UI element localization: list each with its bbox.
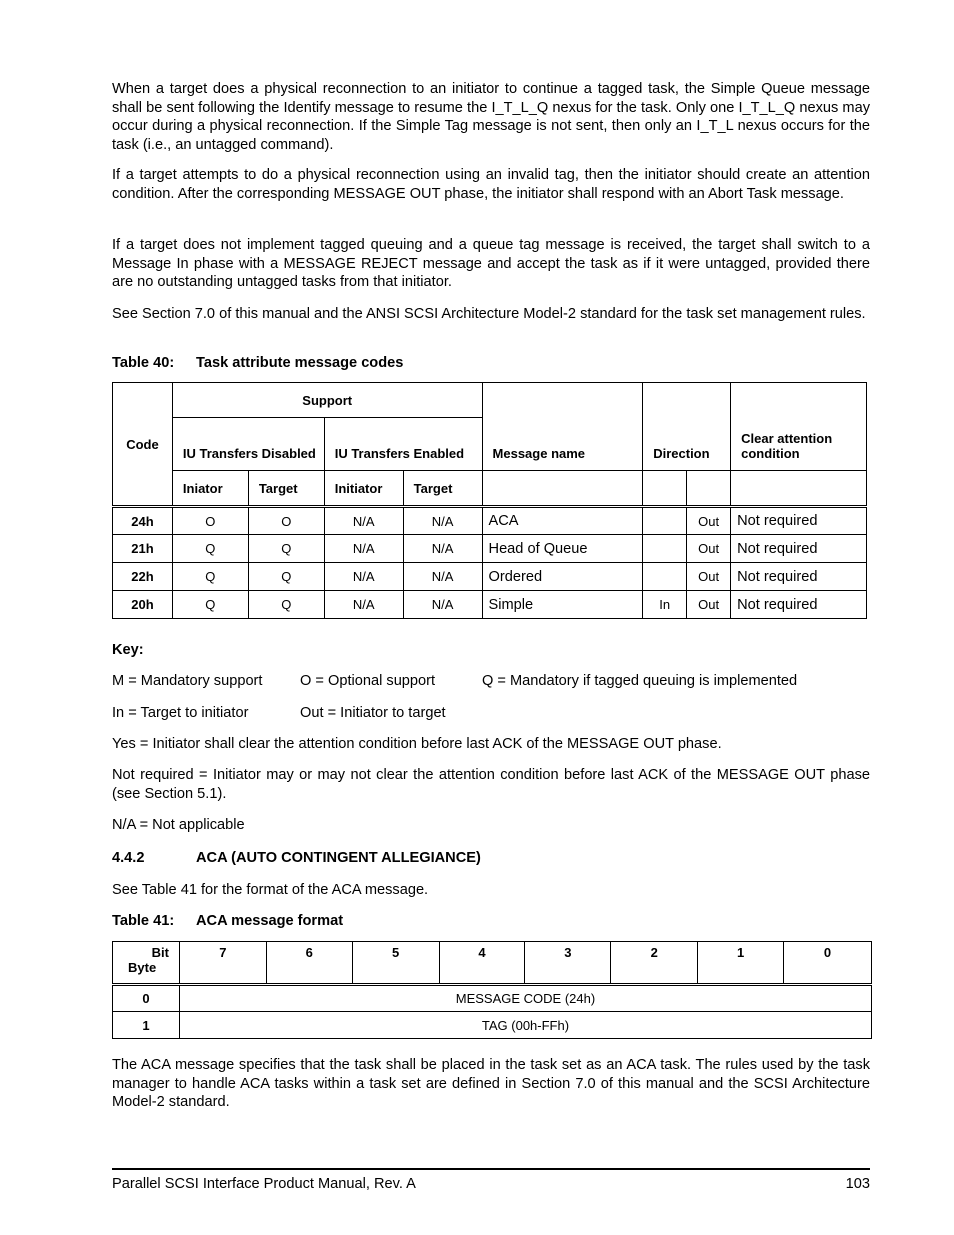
- cell-message-name: Head of Queue: [482, 535, 643, 563]
- cell-enabled-target: N/A: [403, 507, 482, 535]
- bit-2-header: 2: [611, 942, 698, 985]
- cell-code: 20h: [113, 591, 173, 619]
- bit-6-header: 6: [266, 942, 352, 985]
- bit-7-header: 7: [179, 942, 266, 985]
- cell-clear-attention: Not required: [731, 507, 867, 535]
- cell-direction-in: [643, 507, 687, 535]
- table-row: [113, 1012, 872, 1039]
- cell-direction-in: [643, 535, 687, 563]
- header-initiator-disabled: Iniator: [172, 471, 248, 507]
- table41-caption-title: ACA message format: [196, 913, 344, 929]
- table-row: [113, 985, 872, 1012]
- cell-enabled-target: N/A: [403, 563, 482, 591]
- cell-code: 22h: [113, 563, 173, 591]
- header-spacer: [731, 471, 867, 507]
- cell-enabled-initiator: N/A: [324, 563, 403, 591]
- cell-direction-out: Out: [687, 591, 731, 619]
- paragraph-simple-queue: When a target does a physical reconnection to an initiator to continue a tagged task, the Simple Queue message shall be sent following the Identify message to resume the I_T_L_Q nexus for the task. Only one I_T_L_Q nexus may occur during a physical reconnection. If the Simple Tag message is not sent, then only an I_T_L nexus occurs for the task (i.e., an untagged command).: [112, 81, 870, 153]
- header-clear-attention: Clear attention condition: [731, 383, 867, 471]
- cell-message-name: Ordered: [482, 563, 643, 591]
- key-in: In = Target to initiator: [112, 705, 249, 721]
- cell-code: 24h: [113, 507, 173, 535]
- page-number: 103: [845, 1176, 870, 1192]
- section-number: 4.4.2: [112, 850, 145, 866]
- bit-byte-header: [113, 942, 180, 985]
- bit-4-header: 4: [439, 942, 525, 985]
- paragraph-aca-description: The ACA message specifies that the task shall be placed in the task set as an ACA task. The rules used by the task manager to handle ACA tasks within a task set are defined in Section 7.0 of this manual and the SCSI Architecture Model-2 standard.: [112, 1057, 870, 1111]
- header-code: Code: [113, 383, 173, 507]
- cell-direction-in: In: [643, 591, 687, 619]
- key-q: Q = Mandatory if tagged queuing is implemented: [482, 673, 798, 689]
- header-spacer: [643, 471, 687, 507]
- key-title: Key:: [112, 642, 144, 658]
- section-intro: See Table 41 for the format of the ACA message.: [112, 882, 429, 898]
- cell-clear-attention: Not required: [731, 535, 867, 563]
- bit-5-header: 5: [352, 942, 439, 985]
- header-support: Support: [172, 383, 482, 418]
- cell-disabled-initiator: Q: [172, 535, 248, 563]
- cell-clear-attention: Not required: [731, 591, 867, 619]
- cell-message-name: ACA: [482, 507, 643, 535]
- table40-caption-number: Table 40:: [112, 355, 175, 371]
- table-row: [113, 591, 867, 619]
- cell-disabled-target: O: [248, 507, 324, 535]
- key-yes: Yes = Initiator shall clear the attention condition before last ACK of the MESSAGE OUT phase.: [112, 736, 722, 752]
- key-optional: O = Optional support: [300, 673, 436, 689]
- footer-title: Parallel SCSI Interface Product Manual, Rev. A: [112, 1176, 416, 1192]
- byte-label: Byte: [128, 960, 157, 975]
- cell-disabled-target: Q: [248, 591, 324, 619]
- header-initiator-enabled: Initiator: [324, 471, 403, 507]
- cell-direction-out: Out: [687, 535, 731, 563]
- paragraph-invalid-tag: If a target attempts to do a physical reconnection using an invalid tag, then the initiator should create an attention condition. After the corresponding MESSAGE OUT phase, the initiator shall respond with an Abort Task message.: [112, 167, 870, 202]
- byte-content: TAG (00h-FFh): [179, 1012, 871, 1039]
- key-na: N/A = Not applicable: [112, 817, 245, 833]
- cell-enabled-target: N/A: [403, 535, 482, 563]
- cell-enabled-initiator: N/A: [324, 507, 403, 535]
- cell-message-name: Simple: [482, 591, 643, 619]
- aca-message-format-table: [112, 941, 872, 1039]
- bit-1-header: 1: [698, 942, 784, 985]
- table40-caption-title: Task attribute message codes: [196, 355, 404, 371]
- table-row: [113, 535, 867, 563]
- table40-caption: [112, 354, 403, 372]
- byte-number: 1: [113, 1012, 180, 1039]
- cell-enabled-target: N/A: [403, 591, 482, 619]
- header-spacer: [687, 471, 731, 507]
- key-not-required: Not required = Initiator may or may not clear the attention condition before last ACK of the MESSAGE OUT phase (see Section 5.1).: [112, 767, 870, 802]
- key-out: Out = Initiator to target: [300, 705, 446, 721]
- key-mandatory: M = Mandatory support: [112, 673, 263, 689]
- cell-enabled-initiator: N/A: [324, 535, 403, 563]
- bit-label: Bit: [151, 945, 169, 960]
- byte-number: 0: [113, 985, 180, 1012]
- paragraph-no-tagged-queuing: If a target does not implement tagged queuing and a queue tag message is received, the target shall switch to a Message In phase with a MESSAGE REJECT message and accept the task as if it were untagged, provided there are no outstanding untagged tasks from that initiator.: [112, 237, 870, 291]
- cell-disabled-target: Q: [248, 535, 324, 563]
- section-heading: [112, 850, 481, 866]
- section-title: ACA (AUTO CONTINGENT ALLEGIANCE): [196, 850, 481, 866]
- task-attribute-table: [112, 382, 867, 619]
- header-direction: Direction: [643, 383, 731, 471]
- byte-content: MESSAGE CODE (24h): [179, 985, 871, 1012]
- header-message-name: Message name: [482, 383, 643, 471]
- cell-disabled-initiator: Q: [172, 563, 248, 591]
- cell-direction-out: Out: [687, 563, 731, 591]
- header-iu-enabled: IU Transfers Enabled: [324, 418, 482, 471]
- header-spacer: [482, 471, 643, 507]
- cell-enabled-initiator: N/A: [324, 591, 403, 619]
- cell-disabled-initiator: Q: [172, 591, 248, 619]
- cell-disabled-target: Q: [248, 563, 324, 591]
- table41-caption-number: Table 41:: [112, 913, 175, 929]
- cell-direction-out: Out: [687, 507, 731, 535]
- table-row: [113, 563, 867, 591]
- cell-direction-in: [643, 563, 687, 591]
- table-row: [113, 507, 867, 535]
- paragraph-see-section: See Section 7.0 of this manual and the ANSI SCSI Architecture Model-2 standard for the task set management rules.: [112, 306, 866, 322]
- header-target-disabled: Target: [248, 471, 324, 507]
- cell-clear-attention: Not required: [731, 563, 867, 591]
- cell-disabled-initiator: O: [172, 507, 248, 535]
- header-iu-disabled: IU Transfers Disabled: [172, 418, 324, 471]
- footer-divider: [112, 1168, 870, 1170]
- bit-3-header: 3: [525, 942, 611, 985]
- header-target-enabled: Target: [403, 471, 482, 507]
- page-footer: [112, 1176, 870, 1192]
- cell-code: 21h: [113, 535, 173, 563]
- table41-caption: [112, 912, 343, 930]
- bit-0-header: 0: [784, 942, 872, 985]
